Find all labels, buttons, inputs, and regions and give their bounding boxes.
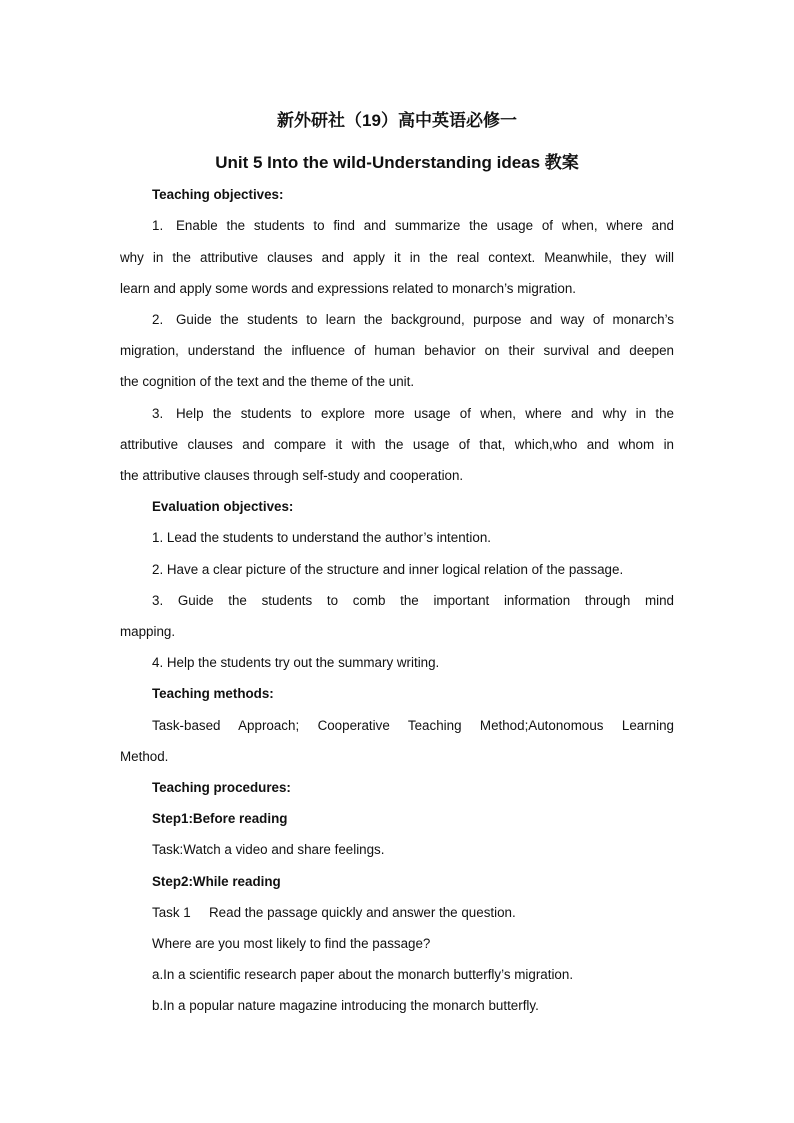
objective-3-line-1: 3. Help the students to explore more usage of when, where and why in the xyxy=(152,406,674,421)
step1-heading: Step1:Before reading xyxy=(152,811,288,826)
objective-1-line-2: why in the attributive clauses and apply it in the real context. Meanwhile, they will xyxy=(120,250,674,265)
evaluation-item-3-line-1: 3. Guide the students to comb the important information through mind xyxy=(152,593,674,608)
evaluation-item-3-line-2: mapping. xyxy=(120,624,176,639)
step1-task: Task:Watch a video and share feelings. xyxy=(152,842,385,857)
teaching-procedures-heading: Teaching procedures: xyxy=(152,780,291,795)
teaching-objectives-heading: Teaching objectives: xyxy=(152,187,284,202)
objective-1-line-1: 1. Enable the students to find and summarize the usage of when, where and xyxy=(152,218,674,233)
document-title-unit: Unit 5 Into the wild-Understanding ideas 教案 xyxy=(215,153,579,172)
objective-2-line-1: 2. Guide the students to learn the background, purpose and way of monarch’s xyxy=(152,312,674,327)
task1-option-a: a.In a scientific research paper about the monarch butterfly’s migration. xyxy=(152,967,574,982)
objective-3-number: 3. xyxy=(152,406,164,421)
task1-line xyxy=(120,904,674,922)
evaluation-objectives-heading: Evaluation objectives: xyxy=(152,499,294,514)
objective-2-line-2: migration, understand the influence of human behavior on their survival and deepen xyxy=(120,343,674,358)
objective-2-line-3: the cognition of the text and the theme of the unit. xyxy=(120,374,415,389)
objective-3-line-2: attributive clauses and compare it with the usage of that, which,who and whom in xyxy=(120,437,674,452)
document-title-chinese: 新外研社（19）高中英语必修一 xyxy=(277,111,517,130)
task1-label: Task 1 xyxy=(152,905,191,920)
teaching-methods-heading: Teaching methods: xyxy=(152,686,274,701)
teaching-methods-line-1: Task-based Approach; Cooperative Teaching Method;Autonomous Learning xyxy=(152,718,674,733)
objective-2-number: 2. xyxy=(152,312,164,327)
teaching-methods-line-2: Method. xyxy=(120,749,169,764)
task1-question: Where are you most likely to find the passage? xyxy=(152,936,431,951)
objective-1-line-3: learn and apply some words and expressions related to monarch’s migration. xyxy=(120,281,577,296)
evaluation-item-1: 1. Lead the students to understand the author’s intention. xyxy=(152,530,491,545)
task1-option-b: b.In a popular nature magazine introducing the monarch butterfly. xyxy=(152,998,539,1013)
objective-1-number: 1. xyxy=(152,218,164,233)
task1-text: Read the passage quickly and answer the question. xyxy=(209,905,516,920)
step2-heading: Step2:While reading xyxy=(152,874,281,889)
evaluation-item-4: 4. Help the students try out the summary writing. xyxy=(152,655,440,670)
objective-3-line-3: the attributive clauses through self-study and cooperation. xyxy=(120,468,464,483)
evaluation-item-2: 2. Have a clear picture of the structure and inner logical relation of the passage. xyxy=(152,562,624,577)
